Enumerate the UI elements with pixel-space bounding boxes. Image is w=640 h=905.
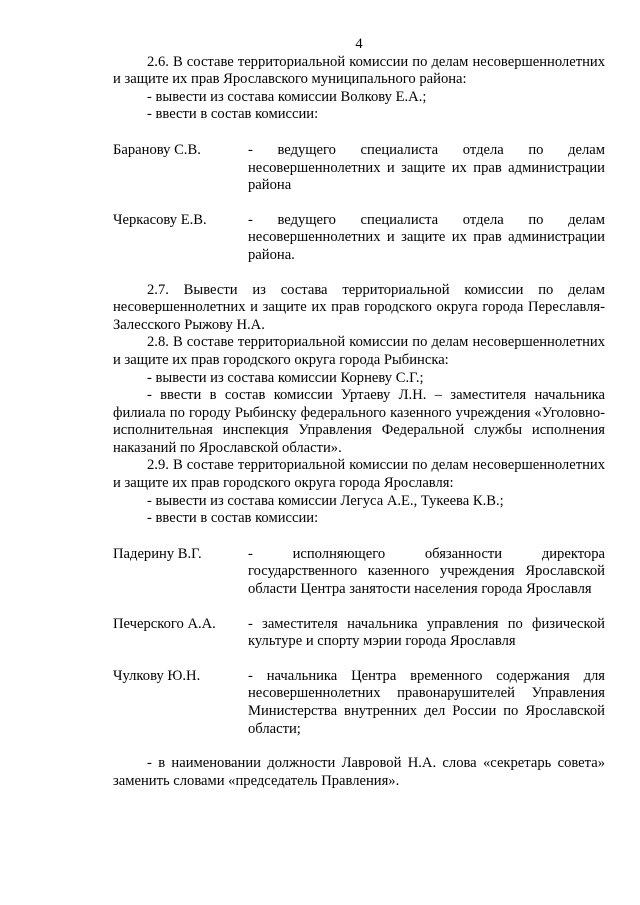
member-position: - ведущего специалиста отдела по делам несовершеннолетних и защите их прав администрации района. bbox=[248, 211, 605, 263]
section-2-6-intro: 2.6. В составе территориальной комиссии по делам несовершеннолетних и защите их прав Ярославского муниципального района: bbox=[113, 53, 605, 88]
member-name: Черкасову Е.В. bbox=[113, 211, 207, 228]
member-name: Печерского А.А. bbox=[113, 615, 216, 632]
section-2-6-remove: - вывести из состава комиссии Волкову Е.А.; bbox=[147, 88, 427, 105]
member-name: Баранову С.В. bbox=[113, 141, 201, 158]
section-2-9-intro: 2.9. В составе территориальной комиссии по делам несовершеннолетних и защите их прав городского округа города Ярославля: bbox=[113, 457, 605, 492]
section-2-8-remove: - вывести из состава комиссии Корневу С.Г.; bbox=[147, 369, 424, 386]
member-row bbox=[113, 546, 605, 599]
section-2-9-remove: - вывести из состава комиссии Легуса А.Е., Тукеева К.В.; bbox=[147, 492, 504, 509]
page-number: 4 bbox=[355, 36, 363, 52]
section-2-9-rename: - в наименовании должности Лавровой Н.А. слова «секретарь совета» заменить словами «председатель Правления». bbox=[113, 755, 605, 789]
member-name: Падерину В.Г. bbox=[113, 545, 202, 562]
member-row bbox=[113, 212, 605, 265]
document-page bbox=[113, 36, 605, 790]
section-2-8-intro: 2.8. В составе территориальной комиссии по делам несовершеннолетних и защите их прав городского округа города Рыбинска: bbox=[113, 334, 605, 368]
member-row bbox=[113, 616, 605, 651]
member-name: Чулкову Ю.Н. bbox=[113, 667, 201, 684]
section-2-7: 2.7. Вывести из состава территориальной комиссии по делам несовершеннолетних и защите их прав городского округа города Переславля-Залесского Рыжову Н.А. bbox=[113, 281, 605, 333]
member-position: - начальника Центра временного содержания для несовершеннолетних правонарушителей Управления Министерства внутренних дел России по Ярославской области; bbox=[248, 667, 605, 737]
section-2-9-add: - ввести в состав комиссии: bbox=[147, 510, 319, 527]
member-position: - заместителя начальника управления по физической культуре и спорту мэрии города Ярославля bbox=[248, 615, 605, 650]
member-position: - ведущего специалиста отдела по делам несовершеннолетних и защите их прав администрации района bbox=[248, 141, 605, 194]
member-row bbox=[113, 142, 605, 195]
member-row bbox=[113, 668, 605, 738]
member-position: - исполняющего обязанности директора государственного казенного учреждения Ярославской области Центра занятости населения города Ярославля bbox=[248, 545, 605, 598]
section-2-6-add: - ввести в состав комиссии: bbox=[147, 106, 319, 123]
section-2-8-add: - ввести в состав комиссии Уртаеву Л.Н. – заместителя начальника филиала по городу Рыбинску федерального казенного учреждения «Уголовно-исполнительная инспекция Управления Федеральной службы исполнения наказаний по Ярославской области». bbox=[113, 387, 605, 456]
